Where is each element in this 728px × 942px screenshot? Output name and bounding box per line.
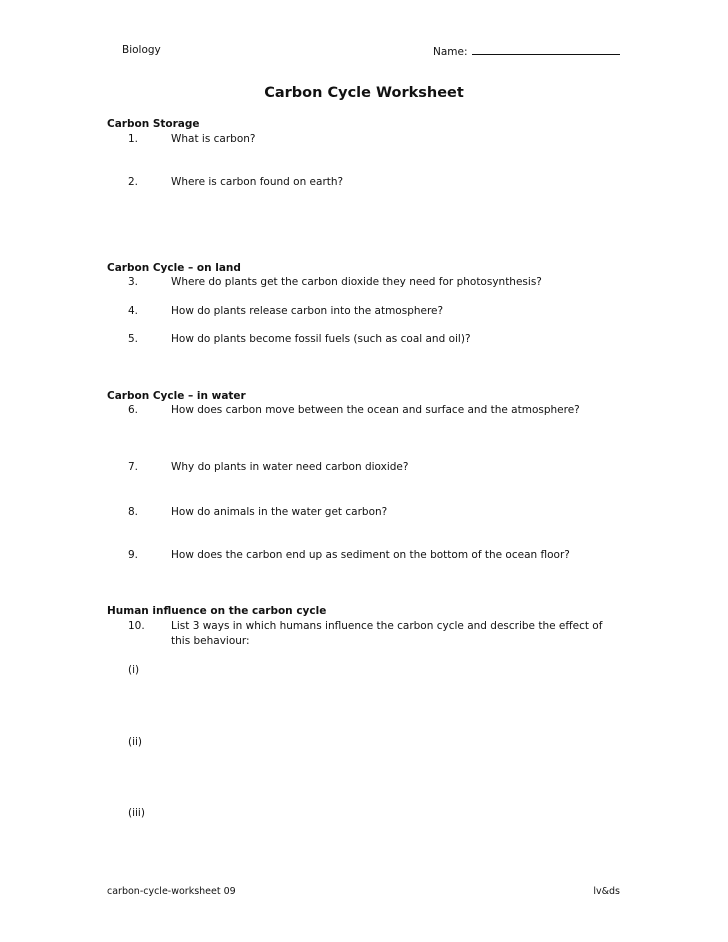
answer-item-label: (ii) (128, 736, 143, 748)
footer-right: lv&ds (593, 886, 620, 897)
name-field[interactable] (433, 43, 620, 59)
question-number: 5. (128, 333, 139, 345)
name-label: Name: (433, 46, 468, 58)
question-text: How do animals in the water get carbon? (171, 506, 388, 518)
question-number: 10. (128, 620, 145, 632)
question-number: 2. (128, 176, 139, 188)
section-heading: Carbon Storage (107, 118, 200, 130)
section-heading: Human influence on the carbon cycle (107, 605, 327, 617)
question-text: Why do plants in water need carbon dioxide? (171, 461, 409, 473)
question-text: What is carbon? (171, 133, 256, 145)
answer-item-label: (iii) (128, 807, 145, 819)
question-number: 7. (128, 461, 139, 473)
question-text: How does carbon move between the ocean and surface and the atmosphere? (171, 404, 580, 416)
page-title: Carbon Cycle Worksheet (264, 85, 464, 101)
subject-label: Biology (122, 44, 161, 56)
question-number: 4. (128, 305, 139, 317)
question-number: 1. (128, 133, 139, 145)
question-number: 6. (128, 404, 139, 416)
question-number: 9. (128, 549, 139, 561)
answer-item-label: (i) (128, 664, 140, 676)
section-heading: Carbon Cycle – on land (107, 262, 241, 274)
question-text: List 3 ways in which humans influence the carbon cycle and describe the effect of (171, 620, 603, 632)
question-text: How do plants become fossil fuels (such as coal and oil)? (171, 333, 471, 345)
question-text: Where is carbon found on earth? (171, 176, 344, 188)
section-heading: Carbon Cycle – in water (107, 390, 246, 402)
question-number: 8. (128, 506, 139, 518)
name-blank-line[interactable] (472, 43, 620, 55)
footer-left: carbon-cycle-worksheet 09 (107, 886, 236, 897)
question-text: Where do plants get the carbon dioxide they need for photosynthesis? (171, 276, 542, 288)
question-text: How does the carbon end up as sediment on the bottom of the ocean floor? (171, 549, 570, 561)
question-number: 3. (128, 276, 139, 288)
question-text: How do plants release carbon into the atmosphere? (171, 305, 444, 317)
question-text-continued: this behaviour: (171, 635, 250, 647)
